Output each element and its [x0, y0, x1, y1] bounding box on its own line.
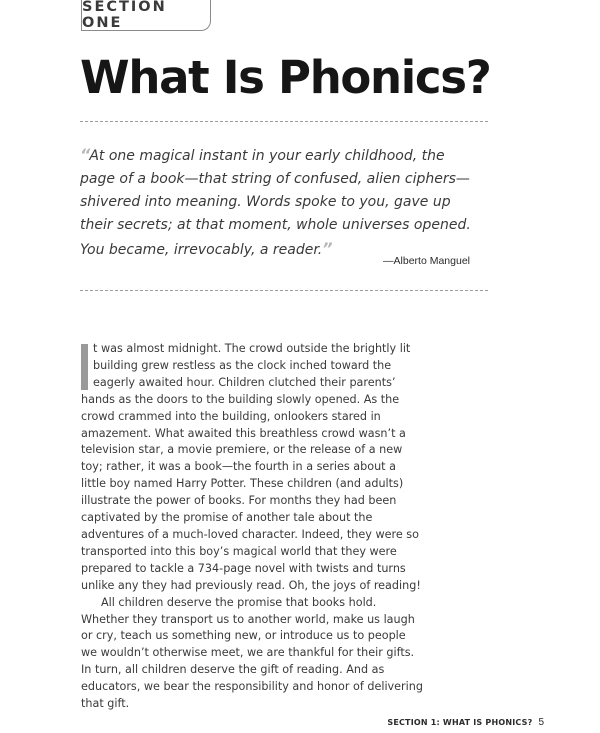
bottom-dashed-divider — [80, 290, 488, 291]
article-body — [81, 341, 423, 713]
footer-section-label: SECTION 1: WHAT IS PHONICS? — [387, 718, 533, 727]
page-footer — [387, 718, 544, 728]
body-paragraph-1: t was almost midnight. The crowd outside the brightly lit building grew restless as the clock inched toward the eagerly awaited hour. Children clutched their parents’ hands as the doors to the building slowly opened. As the crowd crammed into the building, onlookers stared in amazement. What awaited this breathless crowd wasn’t a television star, a movie premiere, or the release of a new toy; rather, it was a book—the fourth in a series about a little boy named Harry Potter. These children (and adults) illustrate the power of books. For months they had been captivated by the promise of another tale about the adventures of a much-loved character. Indeed, they were so transported into this boy’s magical world that they were prepared to tackle a 734-page novel with twists and turns unlike any they had previously read. Oh, the joys of reading! — [81, 342, 421, 592]
body-paragraph-2: All children deserve the promise that books hold. Whether they transport us to another world, make us laugh or cry, teach us something new, or introduce us to people we wouldn’t otherwise meet, we are thankful for their gifts. In turn, all children deserve the gift of reading. And as educators, we bear the responsibility and honor of delivering that gift. — [81, 595, 423, 711]
page-title: What Is Phonics? — [80, 51, 491, 104]
close-quote-mark: ” — [322, 239, 332, 258]
epigraph-quote — [80, 143, 480, 262]
open-quote-mark: “ — [80, 145, 90, 164]
drop-cap-letter — [81, 344, 88, 390]
epigraph-text: At one magical instant in your early childhood, the page of a book—that string of confused, alien ciphers—shivered into meaning. Words spoke to you, gave up their secrets; at that moment, whole universes opened. You became, irrevocably, a reader. — [80, 148, 471, 258]
epigraph-attribution: —Alberto Manguel — [383, 255, 470, 267]
section-tab: SECTION ONE — [81, 0, 211, 31]
top-dashed-divider — [80, 121, 488, 122]
page-number: 5 — [538, 717, 544, 728]
